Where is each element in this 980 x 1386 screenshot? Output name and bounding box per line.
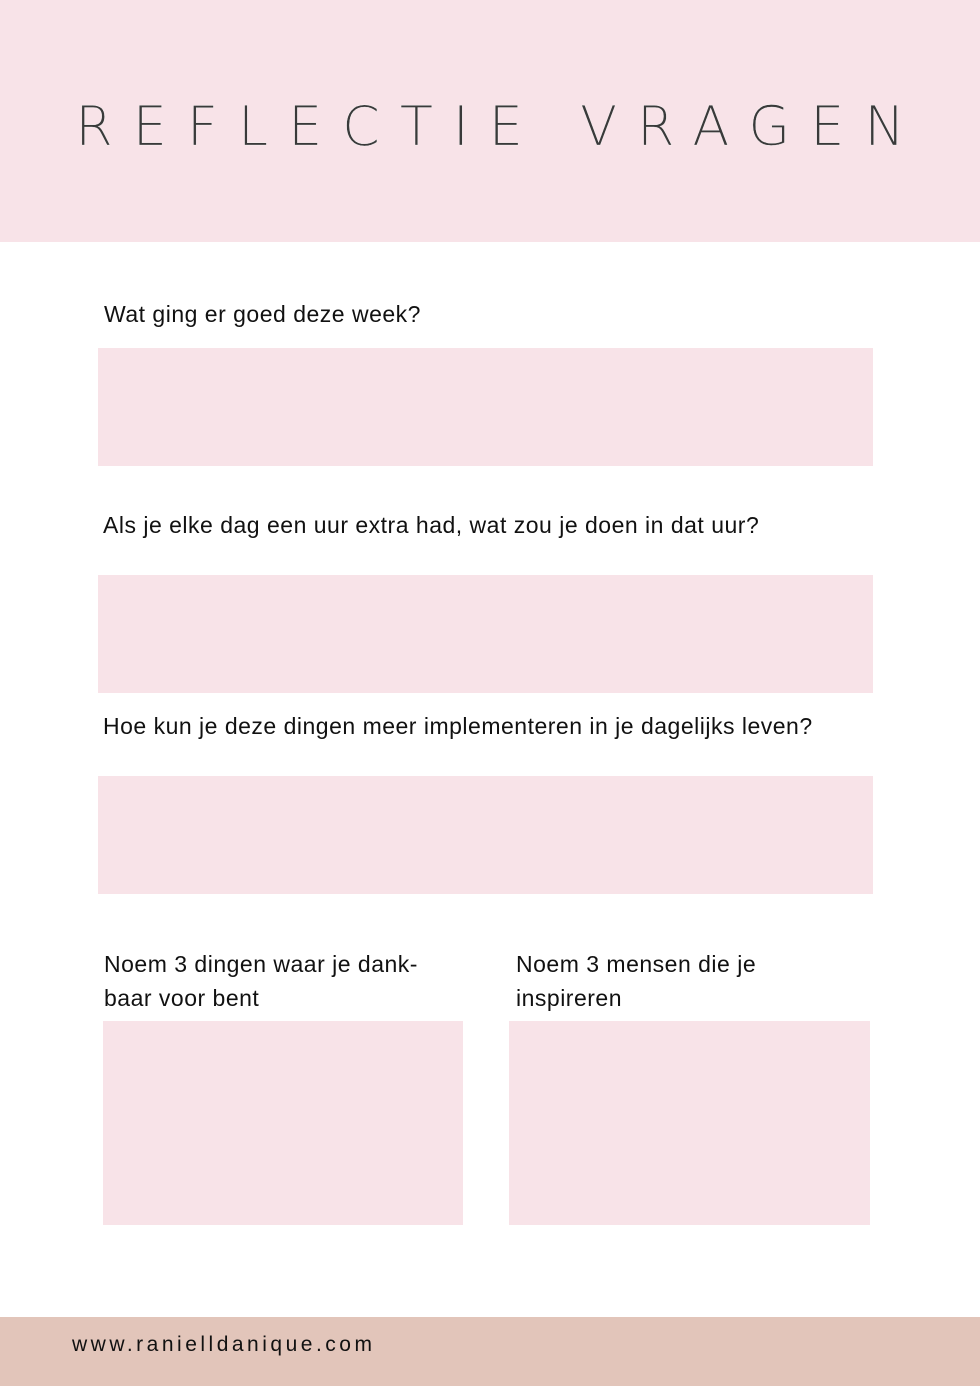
question-4-line-1: Noem 3 dingen waar je dank- [104,951,418,977]
footer-website-link[interactable]: www.ranielldanique.com [72,1333,376,1356]
question-4-line-2: baar voor bent [104,985,260,1011]
question-4-label [104,947,418,1015]
question-2-label: Als je elke dag een uur extra had, wat zou je doen in dat uur? [103,512,760,538]
answer-box-2[interactable] [98,575,873,693]
question-3-label: Hoe kun je deze dingen meer implementeren in je dagelijks leven? [103,713,813,739]
answer-box-5[interactable] [509,1021,870,1225]
answer-box-4[interactable] [103,1021,463,1225]
question-5-label [516,947,756,1015]
page-title: REFLECTIE VRAGEN [75,95,925,158]
answer-box-1[interactable] [98,348,873,466]
answer-box-3[interactable] [98,776,873,894]
question-5-line-2: inspireren [516,985,622,1011]
question-1-label: Wat ging er goed deze week? [104,301,421,327]
question-5-line-1: Noem 3 mensen die je [516,951,757,977]
